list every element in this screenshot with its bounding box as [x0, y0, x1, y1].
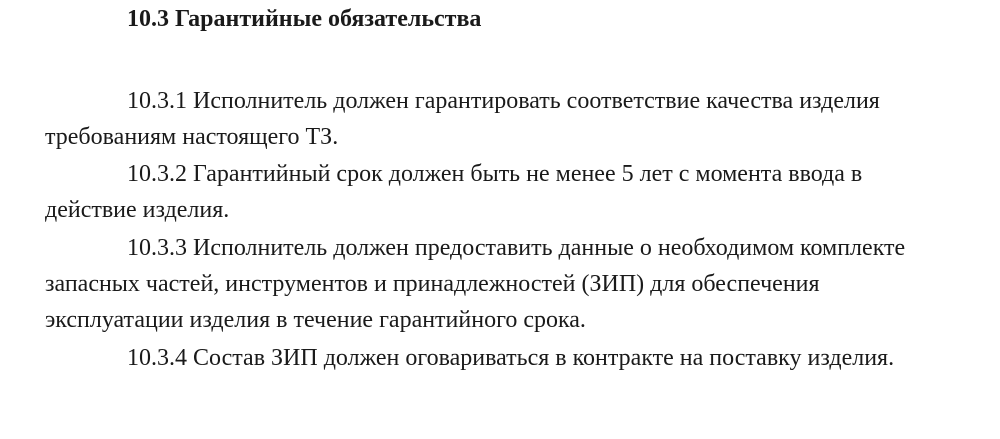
clause-10-3-1 [45, 83, 945, 155]
clause-line: действие изделия. [45, 197, 230, 223]
clause-line: 10.3.3 Исполнитель должен предоставить данные о необходимом комплекте [127, 235, 906, 261]
clause-line: 10.3.2 Гарантийный срок должен быть не менее 5 лет с момента ввода в [127, 161, 863, 187]
clause-line: эксплуатации изделия в течение гарантийного срока. [45, 307, 586, 333]
clause-line: 10.3.1 Исполнитель должен гарантировать соответствие качества изделия [127, 88, 880, 114]
clause-line: требованиям настоящего ТЗ. [45, 124, 339, 150]
clause-10-3-2 [45, 156, 945, 228]
clause-10-3-4 [45, 340, 945, 376]
clause-10-3-3 [45, 230, 945, 338]
clause-line: 10.3.4 Состав ЗИП должен оговариваться в контракте на поставку изделия. [127, 345, 895, 371]
section-heading: 10.3 Гарантийные обязательства [127, 6, 482, 32]
clause-line: запасных частей, инструментов и принадлежностей (ЗИП) для обеспечения [45, 271, 820, 297]
